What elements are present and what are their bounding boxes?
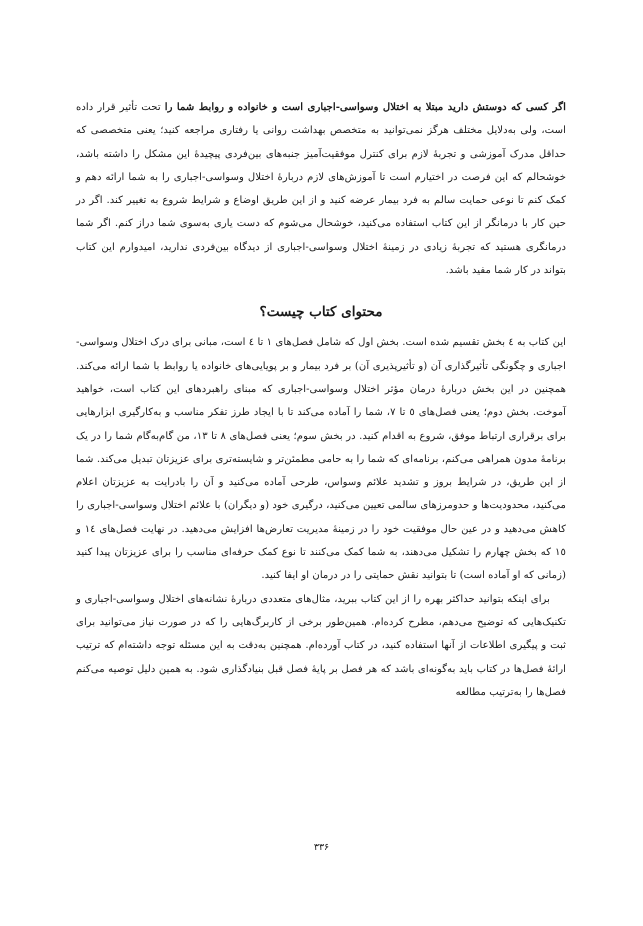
page-body bbox=[76, 96, 566, 704]
intro-body-text: تحت تأثیر قرار داده است، ولی به‌دلایل مختلف هرگز نمی‌توانید به متخصص بهداشت روانی یا رفتاری مراجعه کنید؛ یعنی متخصصی که حداقل مدرک آموزشی و تجربهٔ لازم برای کنترل موفقیت‌آمیز جنبه‌های بین‌فردی پیچیدهٔ این مشکل را داشته باشد، خوشحالم که این فرصت در اختیارم است تا آموزش‌های لازم دربارهٔ اختلال وسواسی-اجباری را به شما ارائه دهم و کمک کنم تا نوعی حمایت سالم به فرد بیمار عرضه کنید و از این طریق اوضاع و شرایط شروع به تغییر کند. اگر در حین کار با درمانگر از این کتاب استفاده می‌کنید، خوشحال می‌شوم که دست یاری به‌سوی شما دراز کنم. اگر شما درمانگری هستید که تجربهٔ زیادی در زمینهٔ اختلال وسواسی-اجباری از دیدگاه بین‌فردی ندارید، امیدوارم این کتاب بتواند در کار شما مفید باشد. bbox=[76, 102, 566, 277]
section-paragraph-2: برای اینکه بتوانید حداکثر بهره را از این کتاب ببرید، مثال‌های متعددی دربارهٔ نشانه‌های اختلال وسواسی-اجباری و تکنیک‌هایی که توضیح می‌دهم، مطرح کرده‌ام. همین‌طور برخی از کاربرگ‌هایی را که در صورت نیاز می‌توانید برای ثبت و پیگیری اطلاعات از آنها استفاده کنید، در کتاب آورده‌ام. همچنین به‌دقت به این مسئله توجه داشته‌ام که ترتیب ارائهٔ فصل‌ها در کتاب باید به‌گونه‌ای باشد که هر فصل بر پایهٔ فصل قبل بنیادگذاری شود. به همین دلیل توصیه می‌کنم فصل‌ها را به‌ترتیب مطالعه bbox=[76, 593, 566, 698]
page-number: ۳۳۶ bbox=[313, 842, 330, 853]
intro-paragraph bbox=[76, 96, 566, 282]
intro-lead-text: اگر کسی که دوستش دارید مبتلا به اختلال وسواسی-اجباری است و خانواده و روابط شما را bbox=[164, 101, 566, 113]
section-heading: محتوای کتاب چیست؟ bbox=[259, 304, 383, 321]
section-paragraph-1: این کتاب به ٤ بخش تقسیم شده است. بخش اول که شامل فصل‌های ١ تا ٤ است، مبانی برای درک اختلال وسواسی-اجباری و چگونگی تأثیرگذاری آن (و تأثیرپذیری آن) بر فرد بیمار و بر پویایی‌های خانواده یا روابط با شما ارائه می‌کند. همچنین در این بخش دربارهٔ درمان مؤثر اختلال وسواسی-اجباری که مبنای راهبردهای این کتاب است، خواهید آموخت. بخش دوم؛ یعنی فصل‌های ٥ تا ٧، شما را آماده می‌کند تا با ایجاد طرز تفکر مناسب و به‌کارگیری ابزارهایی برای برقراری ارتباط موفق، شروع به اقدام کنید. در بخش سوم؛ یعنی فصل‌های ٨ تا ١٣، من گام‌به‌گام شما را در یک برنامهٔ مدون همراهی می‌کنم، برنامه‌ای که شما را به حامی مطمئن‌تر و شایسته‌تری برای عزیزتان تبدیل می‌کند. شما از این طریق، در شرایط بروز و تشدید علائم وسواس، طرحی آماده می‌کنید و آن را بادرایت به عزیزتان اعلام می‌کنید، محدودیت‌ها و حدومرزهای سالمی تعیین می‌کنید، درگیری خود (و دیگران) با علائم اختلال وسواسی-اجباری را کاهش می‌دهید و در عین حال موفقیت خود را در زمینهٔ مدیریت تعارض‌ها افزایش می‌دهید. در نهایت فصل‌های ١٤ و ١٥ که بخش چهارم را تشکیل می‌دهند، به شما کمک می‌کنند تا نوع کمک حرفه‌ای مناسب را برای عزیزتان پیدا کنید (زمانی که او آماده است) تا بتوانید نقش حمایتی را در درمان او ایفا کنید. bbox=[76, 337, 566, 582]
